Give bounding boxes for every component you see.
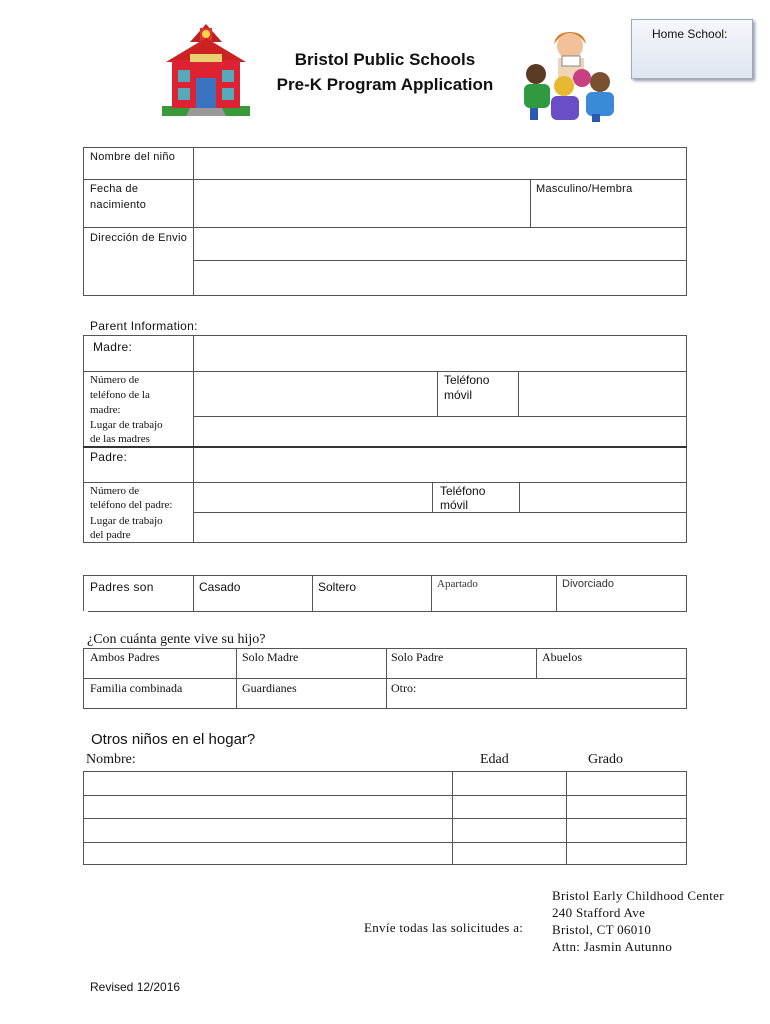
mother-name-field[interactable]: [194, 336, 686, 371]
living-blended-family[interactable]: Familia combinada: [90, 681, 183, 695]
parents-are-label: Padres son: [90, 580, 154, 594]
mother-mobile-label: [444, 373, 489, 403]
address-field-line2[interactable]: [194, 261, 686, 295]
gender-label: Masculino/Hembra: [536, 183, 633, 195]
sibling-grade-header: Grado: [588, 752, 623, 767]
father-work-label-1: Lugar de trabajo: [90, 515, 163, 527]
mother-work-label: [90, 418, 163, 446]
address-label: Dirección de Envio: [90, 232, 188, 244]
sibling-row-4-name[interactable]: [84, 843, 452, 864]
schoolhouse-clipart: [162, 18, 250, 118]
mother-work-field[interactable]: [194, 417, 686, 446]
mother-phone-label-1: Número de: [90, 374, 140, 386]
child-name-field[interactable]: [194, 148, 686, 179]
living-both-parents[interactable]: Ambos Padres: [90, 650, 160, 664]
mailing-line4: Attn: Jasmin Autunno: [552, 939, 673, 954]
father-phone-field[interactable]: [194, 483, 432, 512]
teacher-children-clipart: [514, 26, 624, 126]
father-work-label: [90, 514, 163, 542]
living-only-father[interactable]: Solo Padre: [391, 650, 444, 664]
send-to-label: Envíe todas las solicitudes a:: [364, 920, 524, 935]
status-divorced-option[interactable]: Divorciado: [562, 578, 614, 590]
status-separated-option[interactable]: Apartado: [437, 578, 478, 590]
mother-phone-label-2: teléfono de la: [90, 389, 150, 401]
other-children-question: Otros niños en el hogar?: [91, 731, 256, 748]
mother-phone-label-3: madre:: [90, 404, 121, 416]
mother-work-label-1: Lugar de trabajo: [90, 419, 163, 431]
father-work-label-2: del padre: [90, 529, 131, 541]
mailing-address: [552, 887, 724, 955]
mailing-line3: Bristol, CT 06010: [552, 922, 652, 937]
mother-mobile-label-2: móvil: [444, 388, 473, 402]
mother-work-label-2: de las madres: [90, 433, 150, 445]
form-title-line1: Bristol Public Schools: [294, 50, 476, 69]
living-question: ¿Con cuánta gente vive su hijo?: [87, 632, 266, 647]
father-label: Padre:: [90, 450, 128, 464]
gender-field[interactable]: [531, 196, 686, 227]
sibling-name-header: Nombre:: [86, 752, 136, 767]
dob-label-1: Fecha de: [90, 183, 139, 195]
status-single-option[interactable]: Soltero: [318, 580, 357, 594]
living-guardians[interactable]: Guardianes: [242, 681, 297, 695]
home-school-label: Home School:: [652, 27, 728, 41]
sibling-row-2-name[interactable]: [84, 796, 452, 818]
father-phone-label: [90, 484, 172, 512]
sibling-row-1-name[interactable]: [84, 772, 452, 795]
dob-field[interactable]: [194, 180, 529, 227]
father-phone-label-1: Número de: [90, 485, 140, 497]
father-phone-label-2: teléfono del padre:: [90, 499, 173, 511]
parent-info-heading: Parent Information:: [90, 319, 198, 333]
sibling-age-header: Edad: [480, 752, 509, 767]
child-name-label: Nombre del niño: [90, 151, 176, 163]
revised-date: Revised 12/2016: [90, 980, 181, 994]
address-field-line1[interactable]: [194, 228, 686, 260]
home-school-box: [631, 19, 753, 79]
living-other-label: Otro:: [391, 681, 417, 695]
father-mobile-label-1: Teléfono: [440, 484, 486, 498]
mother-mobile-label-1: Teléfono: [444, 373, 490, 387]
sibling-row-3-name[interactable]: [84, 819, 452, 842]
mailing-line2: 240 Stafford Ave: [552, 905, 646, 920]
dob-label-2: nacimiento: [90, 199, 147, 211]
father-mobile-field[interactable]: [520, 483, 686, 512]
father-name-field[interactable]: [194, 448, 686, 482]
father-work-field[interactable]: [194, 513, 686, 542]
living-only-mother[interactable]: Solo Madre: [242, 650, 299, 664]
mailing-line1: Bristol Early Childhood Center: [552, 888, 724, 903]
father-mobile-label-2: móvil: [440, 498, 469, 512]
form-title-line2: Pre-K Program Application: [276, 75, 494, 94]
status-married-option[interactable]: Casado: [199, 580, 241, 594]
mother-phone-field[interactable]: [194, 372, 437, 416]
mother-label: Madre:: [93, 340, 133, 354]
living-grandparents[interactable]: Abuelos: [542, 650, 582, 664]
mother-mobile-field[interactable]: [519, 372, 686, 416]
mother-phone-label: [90, 373, 150, 418]
father-mobile-label: [440, 484, 485, 512]
living-other-field[interactable]: [420, 680, 686, 708]
